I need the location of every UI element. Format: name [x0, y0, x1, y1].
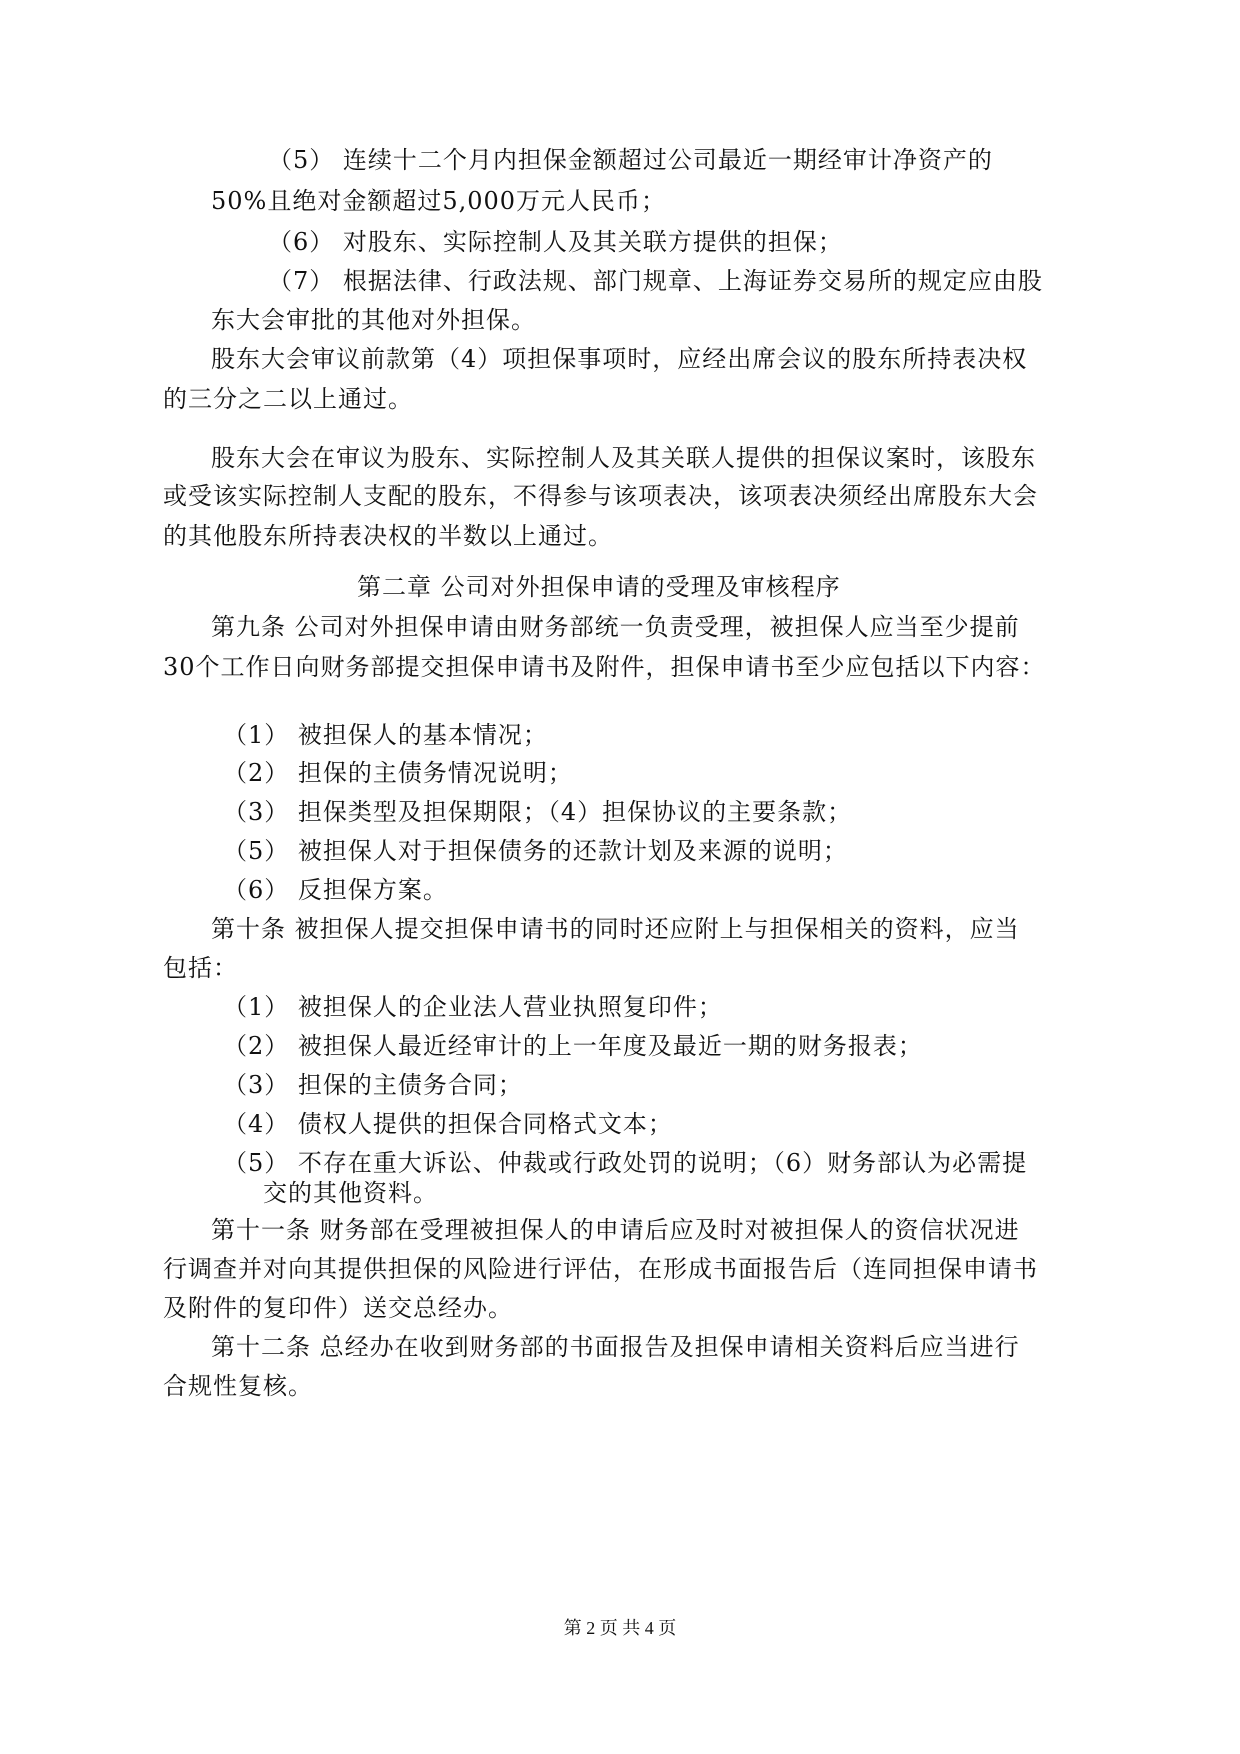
text-line: 东大会审批的其他对外担保。: [211, 306, 536, 334]
list-item: （3） 担保的主债务合同；: [223, 1071, 523, 1099]
text-line: 第十一条 财务部在受理被担保人的申请后应及时对被担保人的资信状况进: [211, 1216, 1020, 1244]
list-item: （5） 被担保人对于担保债务的还款计划及来源的说明；: [223, 837, 848, 865]
text-line: 股东大会审议前款第（4）项担保事项时，应经出席会议的股东所持表决权: [211, 345, 1028, 373]
text-line: 的其他股东所持表决权的半数以上通过。: [163, 522, 613, 550]
text-line: 合规性复核。: [163, 1372, 313, 1400]
list-item: （1） 被担保人的企业法人营业执照复印件；: [223, 993, 723, 1021]
chapter-heading: 第二章 公司对外担保申请的受理及审核程序: [357, 573, 841, 601]
text-line: 第十二条 总经办在收到财务部的书面报告及担保申请相关资料后应当进行: [211, 1333, 1020, 1361]
list-item: （5） 不存在重大诉讼、仲裁或行政处罚的说明；（6）财务部认为必需提: [223, 1149, 1028, 1177]
text-line: 股东大会在审议为股东、实际控制人及其关联人提供的担保议案时，该股东: [211, 444, 1036, 472]
text-line: 包括：: [163, 954, 238, 982]
list-item: （2） 担保的主债务情况说明；: [223, 759, 573, 787]
text-line: 50%且绝对金额超过5,000万元人民币；: [211, 187, 667, 215]
list-item: （1） 被担保人的基本情况；: [223, 721, 548, 749]
text-line: 行调查并对向其提供担保的风险进行评估，在形成书面报告后（连同担保申请书: [163, 1255, 1038, 1283]
list-item: （3） 担保类型及担保期限；（4）担保协议的主要条款；: [223, 798, 853, 826]
text-line: （5） 连续十二个月内担保金额超过公司最近一期经审计净资产的: [268, 146, 993, 174]
list-item: （2） 被担保人最近经审计的上一年度及最近一期的财务报表；: [223, 1032, 923, 1060]
page-number: 第 2 页 共 4 页: [563, 1618, 677, 1638]
text-line: 或受该实际控制人支配的股东，不得参与该项表决，该项表决须经出席股东大会: [163, 482, 1038, 510]
list-item: （4） 债权人提供的担保合同格式文本；: [223, 1110, 673, 1138]
list-item-continuation: 交的其他资料。: [263, 1179, 438, 1207]
list-item: （6） 反担保方案。: [223, 876, 448, 904]
text-line: 的三分之二以上通过。: [163, 385, 413, 413]
text-line: （7） 根据法律、行政法规、部门规章、上海证券交易所的规定应由股: [268, 267, 1043, 295]
text-line: 及附件的复印件）送交总经办。: [163, 1294, 513, 1322]
text-line: 第九条 公司对外担保申请由财务部统一负责受理，被担保人应当至少提前: [211, 613, 1020, 641]
text-line: 30个工作日向财务部提交担保申请书及附件，担保申请书至少应包括以下内容：: [163, 653, 1046, 681]
text-line: 第十条 被担保人提交担保申请书的同时还应附上与担保相关的资料，应当: [211, 915, 1020, 943]
text-line: （6） 对股东、实际控制人及其关联方提供的担保；: [268, 228, 843, 256]
